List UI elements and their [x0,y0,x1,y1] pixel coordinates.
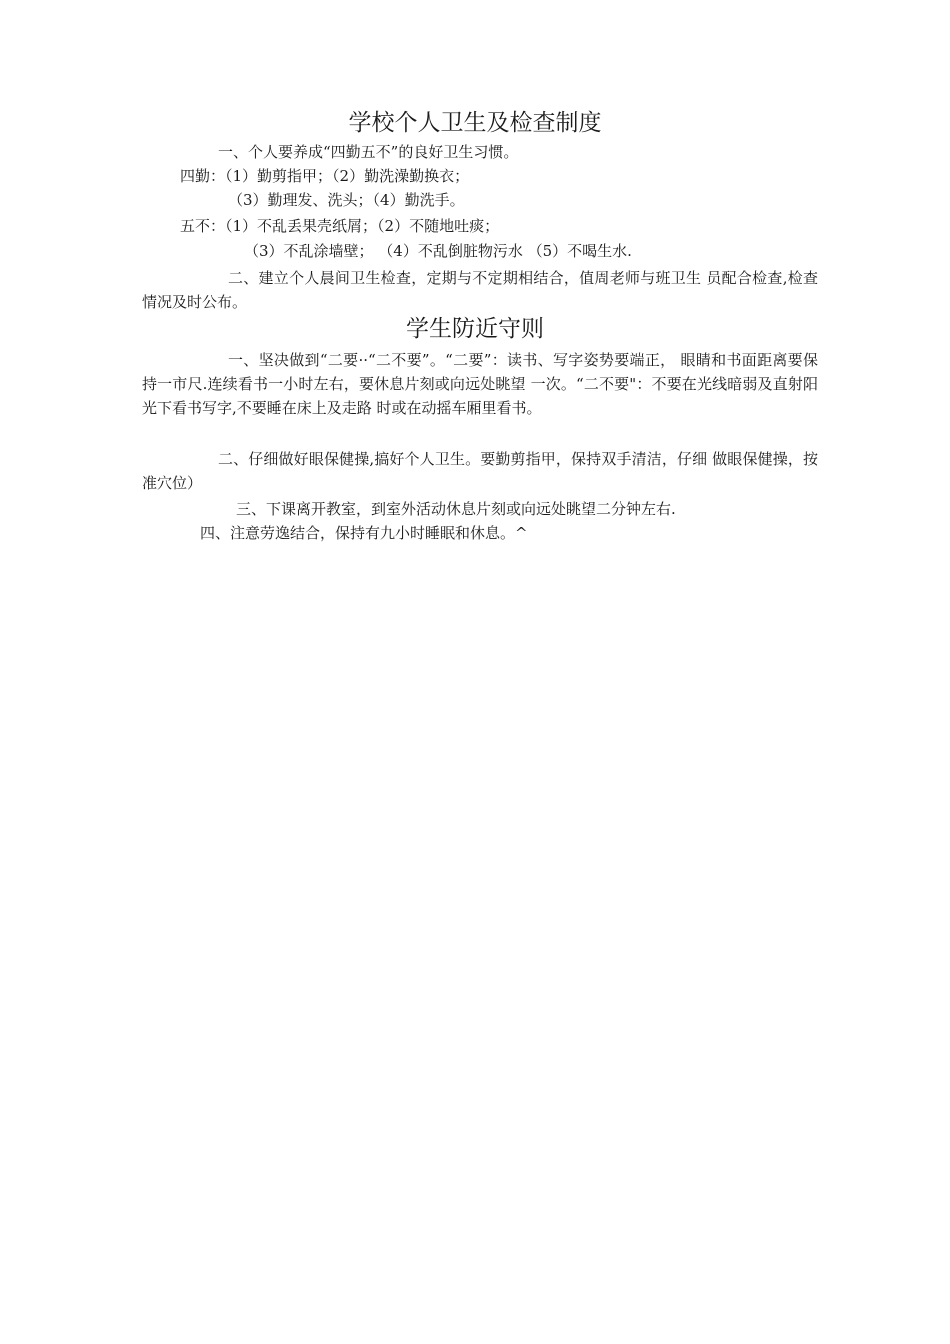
four-diligences-line-2: （3）勤理发、洗头；（4）勤洗手。 [228,191,465,209]
myopia-rule-4: 四、注意劳逸结合，保持有九小时睡眠和休息。^ [200,524,528,542]
morning-inspection-paragraph: 二、建立个人晨间卫生检查，定期与不定期相结合，值周老师与班卫生 员配合检查,检查情况及时公布。 [142,269,818,311]
four-diligences-line-1: 四勤：（1）勤剪指甲；（2）勤洗澡勤换衣； [180,167,470,185]
five-donts-line-2: （3）不乱涂墙壁； （4）不乱倒脏物污水 （5）不喝生水. [244,242,632,260]
section-title-myopia: 学生防近守则 [406,316,544,342]
myopia-rule-2: 二、仔细做好眼保健操,搞好个人卫生。要勤剪指甲，保持双手清洁，仔细 做眼保健操，按准穴位） [142,450,818,492]
rule-habits-intro: 一、个人要养成“四勤五不”的良好卫生习惯。 [218,143,519,161]
document-title: 学校个人卫生及检查制度 [348,110,602,136]
myopia-rule-1: 一、坚决做到“二要··“二不要”。“二要”：读书、写字姿势要端正， 眼睛和书面距离要保持一市尺.连续看书一小时左右，要休息片刻或向远处眺望 一次。“二不要"：不要在光线暗弱及直射阳光下看书写字,不要睡在床上及走路 时或在动摇车厢里看书。 [142,351,818,417]
five-donts-line-1: 五不：（1）不乱丢果壳纸屑；（2）不随地吐痰； [180,217,500,235]
myopia-rule-3: 三、下课离开教室，到室外活动休息片刻或向远处眺望二分钟左右. [236,500,676,518]
